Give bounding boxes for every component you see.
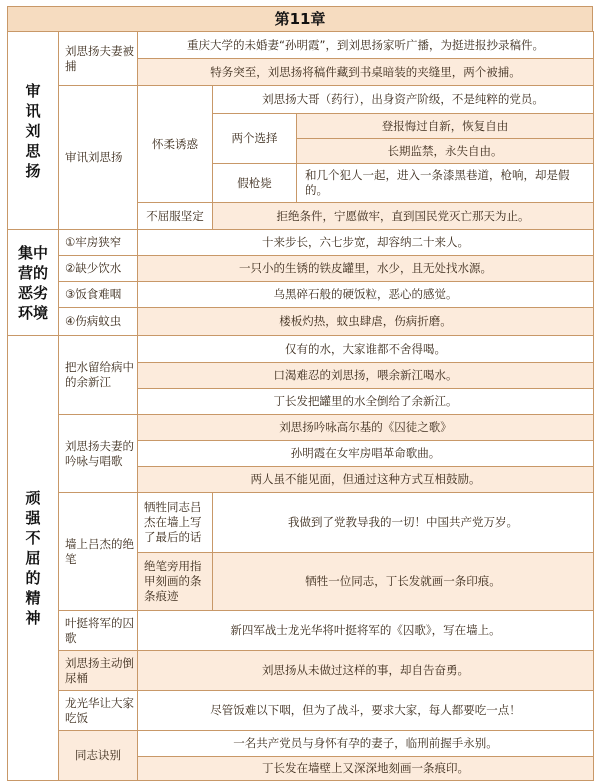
choice-1: 登报悔过自新，恢复自由 bbox=[297, 114, 594, 139]
meal-text: 尽管饭难以下咽，但为了战斗，要求大家，每人都要吃一点！ bbox=[138, 691, 594, 731]
arrest-row-2: 特务突至，刘思扬将稿件藏到书桌暗装的夹缝里，两个被捕。 bbox=[138, 59, 594, 86]
arrest-row-1: 重庆大学的未婚妻“孙明霞”，到刘思扬家听广播，为挺进报抄录稿件。 bbox=[138, 32, 594, 59]
farewell-row-1: 一名共产党员与身怀有孕的妻子，临刑前握手永别。 bbox=[138, 731, 594, 757]
wall-b-label: 绝笔旁用指甲刻画的条条痕迹 bbox=[138, 553, 213, 611]
bucket-text: 刘思扬从未做过这样的事，却自告奋勇。 bbox=[138, 651, 594, 691]
farewell-row-2: 丁长发在墙壁上又深深地刻画一条痕印。 bbox=[138, 757, 594, 781]
bucket-label: 刘思扬主动倒尿桶 bbox=[59, 651, 138, 691]
section-heading-spirit: 顽 强 不 屈 的 精 神 bbox=[8, 336, 59, 781]
poem-text: 新四军战士龙光华将叶挺将军的《囚歌》，写在墙上。 bbox=[138, 611, 594, 651]
water-row-1: 仅有的水，大家谁都不舍得喝。 bbox=[138, 336, 594, 363]
poem-label: 叶挺将军的囚歌 bbox=[59, 611, 138, 651]
song-row-2: 孙明霞在女牢房唱革命歌曲。 bbox=[138, 441, 594, 467]
env-label-3: ③饭食难咽 bbox=[59, 282, 138, 308]
choice-2: 长期监禁，永失自由。 bbox=[297, 139, 594, 164]
fake-execution-label: 假枪毙 bbox=[213, 164, 297, 203]
chapter-title: 第11章 bbox=[7, 6, 593, 32]
farewell-label: 同志诀别 bbox=[59, 731, 138, 781]
song-label: 刘思扬夫妻的吟咏与唱歌 bbox=[59, 415, 138, 493]
brother-text: 刘思扬大哥（药行），出身资产阶级，不是纯粹的党员。 bbox=[213, 86, 594, 114]
water-row-2: 口渴难忍的刘思扬，喂余新江喝水。 bbox=[138, 363, 594, 389]
wall-label: 墙上吕杰的绝笔 bbox=[59, 493, 138, 611]
env-label-1: ①牢房狭窄 bbox=[59, 230, 138, 256]
water-row-3: 丁长发把罐里的水全倒给了余新江。 bbox=[138, 389, 594, 415]
interrogation-label: 审讯刘思扬 bbox=[59, 86, 138, 230]
wall-b-text: 牺牲一位同志，丁长发就画一条印痕。 bbox=[213, 553, 594, 611]
env-label-2: ②缺少饮水 bbox=[59, 256, 138, 282]
wall-a-text: 我做到了党教导我的一切！中国共产党万岁。 bbox=[213, 493, 594, 553]
env-text-3: 乌黑碎石般的硬饭粒，恶心的感觉。 bbox=[138, 282, 594, 308]
song-row-3: 两人虽不能见面，但通过这种方式互相鼓励。 bbox=[138, 467, 594, 493]
section-heading-environment: 集中 营的 恶劣 环境 bbox=[8, 230, 59, 336]
water-label: 把水留给病中的余新江 bbox=[59, 336, 138, 415]
meal-label: 龙光华让大家吃饭 bbox=[59, 691, 138, 731]
fake-execution-text: 和几个犯人一起，进入一条漆黑巷道，枪响，却是假的。 bbox=[297, 164, 594, 203]
firm-text: 拒绝条件，宁愿做牢，直到国民党灭亡那天为止。 bbox=[213, 203, 594, 230]
soft-tactics-label: 怀柔诱惑 bbox=[138, 86, 213, 203]
wall-a-label: 牺牲同志吕杰在墙上写了最后的话 bbox=[138, 493, 213, 553]
arrest-label: 刘思扬夫妻被捕 bbox=[59, 32, 138, 86]
env-text-1: 十来步长，六七步宽，却容纳二十来人。 bbox=[138, 230, 594, 256]
env-text-2: 一只小的生锈的铁皮罐里，水少，且无处找水源。 bbox=[138, 256, 594, 282]
song-row-1: 刘思扬吟咏高尔基的《囚徒之歌》 bbox=[138, 415, 594, 441]
env-label-4: ④伤病蚊虫 bbox=[59, 308, 138, 336]
two-choices-label: 两个选择 bbox=[213, 114, 297, 164]
env-text-4: 楼板灼热，蚊虫肆虐，伤病折磨。 bbox=[138, 308, 594, 336]
section-heading-interrogation: 审 讯 刘 思 扬 bbox=[8, 32, 59, 230]
firm-label: 不屈服坚定 bbox=[138, 203, 213, 230]
summary-table bbox=[7, 31, 594, 781]
